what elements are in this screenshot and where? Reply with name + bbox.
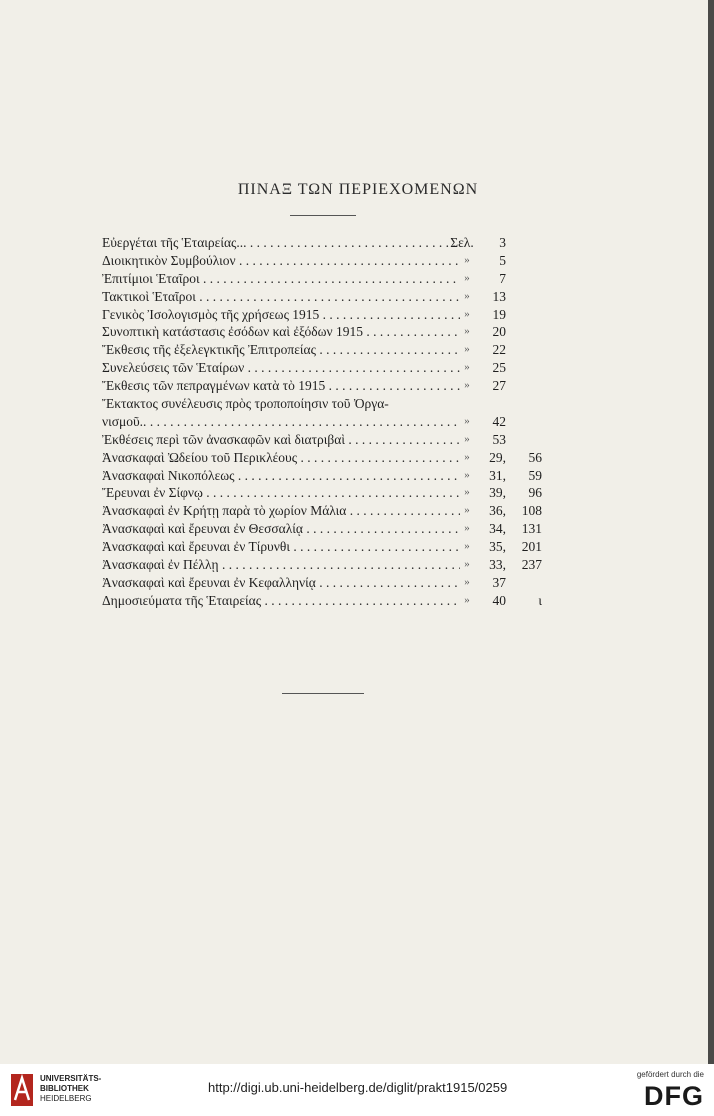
toc-page-number: 5 (499, 252, 506, 268)
toc-entry-title: Ἀνασκαφαὶ ἐν Κρήτῃ παρὰ τὸ χωρίον Μάλια . . . (102, 502, 460, 520)
toc-row (102, 413, 572, 431)
toc-page-number-secondary: 131 (521, 521, 542, 537)
toc-page-marker: » (464, 558, 470, 571)
university-library-logo-icon (10, 1070, 34, 1110)
toc-page-number-secondary: 108 (521, 503, 542, 519)
toc-page-marker: » (464, 450, 470, 463)
toc-entry-title: Συνοπτικὴ κατάστασις ἐσόδων καὶ ἐξόδων 1915 . . . (102, 323, 460, 341)
toc-page-number-secondary: 201 (521, 539, 542, 555)
toc-entry-title: Γενικὸς Ἰσολογισμὸς τῆς χρήσεως 1915 . . . (102, 306, 460, 324)
toc-row (102, 323, 572, 341)
dfg-logo: DFG (644, 1081, 704, 1111)
toc-entry-title: Ἔκθεσις τῆς ἐξελεγκτικῆς Ἐπιτροπείας . . . (102, 341, 460, 359)
funder-label: gefördert durch die (636, 1070, 704, 1079)
university-library-name (40, 1074, 101, 1104)
toc-page-marker: » (464, 343, 470, 356)
toc-entry-title: Εὐεργέται τῆς Ἑταιρείας... . . . (102, 234, 460, 252)
toc-row (102, 484, 572, 502)
toc-row (102, 520, 572, 538)
toc-row (102, 377, 572, 395)
toc-page-marker: » (464, 540, 470, 553)
toc-page-marker: » (464, 271, 470, 284)
toc-row (102, 395, 572, 413)
toc-entry-title: Διοικητικὸν Συμβούλιον . . . (102, 252, 460, 270)
toc-entry-title: Ἔκτακτος συνέλευσις πρὸς τροποποίησιν τοῦ Ὀργα- (102, 396, 389, 412)
toc-row (102, 502, 572, 520)
toc-page-number: 25 (492, 360, 506, 376)
toc-entry-title: Ἀνασκαφαὶ Νικοπόλεως . . . (102, 467, 460, 485)
toc-entry-title: Ἀνασκαφαὶ καὶ ἔρευναι ἐν Θεσσαλίᾳ . . . (102, 520, 460, 538)
toc-page-marker: » (464, 414, 470, 427)
toc-page-number: 53 (492, 431, 506, 447)
toc-page-number-secondary: 237 (521, 557, 542, 573)
toc-page-number-secondary: 59 (528, 467, 542, 483)
toc-row (102, 288, 572, 306)
toc-page-number: 27 (492, 378, 506, 394)
toc-page-number: 34, (489, 521, 506, 537)
toc-page-number: 37 (492, 574, 506, 590)
toc-entry-title: Τακτικοὶ Ἑταῖροι . . . (102, 288, 460, 306)
toc-row (102, 270, 572, 288)
toc-page-number: 42 (492, 413, 506, 429)
toc-row (102, 306, 572, 324)
toc-page-number: 40 (492, 592, 506, 608)
toc-page-marker: » (464, 379, 470, 392)
toc-row (102, 431, 572, 449)
toc-page-number: 3 (499, 235, 506, 250)
toc-row (102, 252, 572, 270)
toc-row (102, 574, 572, 592)
toc-row (102, 538, 572, 556)
toc-row (102, 592, 572, 610)
toc-page-number: 36, (489, 503, 506, 519)
toc-entry-title: Δημοσιεύματα τῆς Ἑταιρείας . . . (102, 592, 460, 610)
toc-page-marker: » (464, 307, 470, 320)
source-url-link[interactable]: http://digi.ub.uni-heidelberg.de/diglit/prakt1915/0259 (208, 1080, 508, 1095)
toc-page-number: 22 (492, 342, 506, 358)
logo-line-2: BIBLIOTHEK (40, 1084, 89, 1093)
toc-page-number: 29, (489, 449, 506, 465)
toc-entry-title: Ἀνασκαφαὶ καὶ ἔρευναι ἐν Κεφαλληνίᾳ . . . (102, 574, 460, 592)
toc-entry-title: Ἐπιτίμιοι Ἑταῖροι . . . (102, 270, 460, 288)
toc-page-number-secondary: 56 (528, 449, 542, 465)
toc-entry-title: Ἀνασκαφαὶ Ὠδείου τοῦ Περικλέους . . . (102, 449, 460, 467)
toc-entry-title: Ἔκθεσις τῶν πεπραγμένων κατὰ τὸ 1915 . . . (102, 377, 460, 395)
page-title: ΠΙΝΑΞ ΤΩΝ ΠΕΡΙΕΧΟΜΕΝΩΝ (237, 181, 479, 198)
toc-page-marker: » (464, 575, 470, 588)
toc-page-marker: » (464, 468, 470, 481)
toc-page-marker: » (464, 432, 470, 445)
end-rule (282, 693, 364, 694)
toc-page-marker: » (464, 361, 470, 374)
toc-page-marker: » (464, 289, 470, 302)
toc-page-number-secondary: 96 (528, 485, 542, 501)
toc-page-number: 13 (492, 288, 506, 304)
toc-entry-title: Ἀνασκαφαὶ καὶ ἔρευναι ἐν Τίρυνθι . . . (102, 538, 460, 556)
toc-page-marker: Σελ. (450, 235, 474, 250)
toc-entry-title: Ἐκθέσεις περὶ τῶν ἀνασκαφῶν καὶ διατριβαὶ . . . (102, 431, 460, 449)
toc-page-number: 33, (489, 557, 506, 573)
toc-entry-title: Ἔρευναι ἐν Σίφνῳ . . . (102, 484, 460, 502)
toc-row (102, 449, 572, 467)
toc-entry-title: νισμοῦ.. . . . (102, 413, 460, 431)
toc-row (102, 556, 572, 574)
toc-page-number-secondary: ι (538, 592, 542, 608)
logo-line-3: HEIDELBERG (40, 1094, 92, 1103)
toc-page-number: 7 (499, 270, 506, 286)
footer-bar (0, 1064, 714, 1116)
toc-page-marker: » (464, 253, 470, 266)
page-edge (708, 0, 714, 1064)
toc-entry-title: Ἀνασκαφαὶ ἐν Πέλλῃ . . . (102, 556, 460, 574)
toc-row (102, 234, 572, 252)
toc-page-marker: » (464, 593, 470, 606)
toc-entry-title: Συνελεύσεις τῶν Ἑταίρων . . . (102, 359, 460, 377)
toc-row (102, 341, 572, 359)
table-of-contents (102, 234, 572, 610)
toc-page-number: 31, (489, 467, 506, 483)
toc-page-marker: » (464, 486, 470, 499)
toc-page-number: 20 (492, 324, 506, 340)
toc-page-marker: » (464, 504, 470, 517)
toc-page-number: 35, (489, 539, 506, 555)
toc-row (102, 359, 572, 377)
toc-page-number: 39, (489, 485, 506, 501)
toc-page-marker: » (464, 522, 470, 535)
toc-row (102, 467, 572, 485)
title-rule (290, 215, 356, 216)
toc-page-number: 19 (492, 306, 506, 322)
toc-page-marker: » (464, 325, 470, 338)
logo-line-1: UNIVERSITÄTS- (40, 1074, 102, 1083)
